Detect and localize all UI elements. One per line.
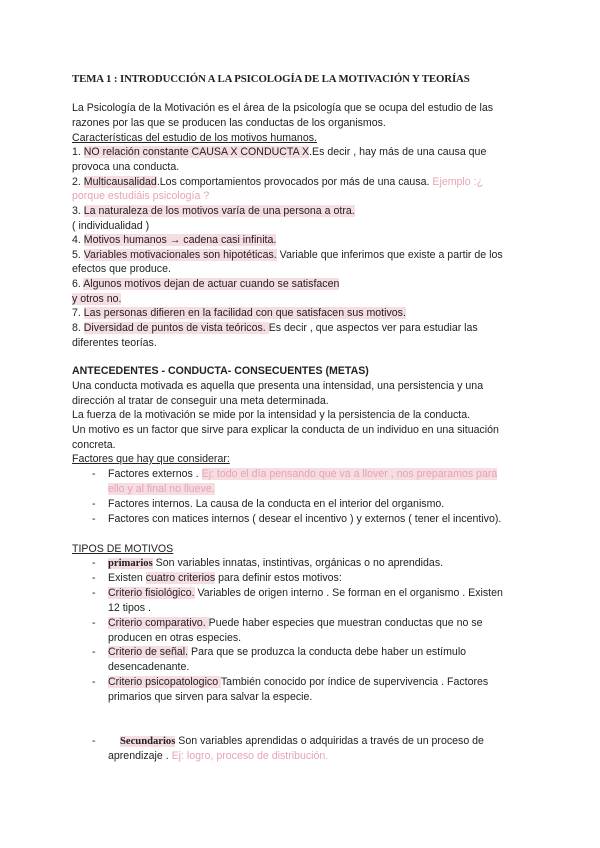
paragraph-line: dirección al tratar de conseguir una meta determinada. (72, 395, 329, 407)
criterio-psicopatologico: Criterio psicopatologico También conocido por índice de supervivencia . Factores (108, 676, 489, 688)
bullet-dash: - (92, 513, 96, 525)
criterio-senal: Criterio de señal. Para que se produzca la conducta debe haber un estímulo (108, 646, 467, 658)
highlight: La naturaleza de los motivos varía de una persona a otra. (83, 205, 355, 217)
characteristic-5: 5. Variables motivacionales son hipotéticas. Variable que inferimos que existe a partir de los (72, 249, 503, 261)
document-title: TEMA 1 : INTRODUCCIÓN A LA PSICOLOGÍA DE LA MOTIVACIÓN Y TEORÍAS (72, 73, 470, 85)
highlight: Diversidad de puntos de vista teóricos. (83, 322, 269, 334)
paragraph-line: La fuerza de la motivación se mide por la intensidad y la persistencia de la conducta. (72, 409, 471, 421)
characteristic-8: 8. Diversidad de puntos de vista teóricos. Es decir , que aspectos ver para estudiar las (72, 322, 478, 334)
characteristic-1: 1. NO relación constante CAUSA X CONDUCTA X.Es decir , hay más de una causa que (72, 146, 487, 158)
example-text: Ej: logro, proceso de distribución. (171, 750, 329, 762)
example-text: porque estudiáis psicología ? (72, 190, 210, 202)
highlight: cuatro criterios (145, 572, 216, 584)
bullet-dash: - (92, 587, 96, 599)
bullet-dash: - (92, 572, 96, 584)
characteristic-6-cont (72, 292, 121, 306)
example-text: ello y al final no llueve. (108, 483, 215, 495)
factor-externo: Factores externos . Ej: todo el día pensando que va a llover , nos preparamos para (108, 468, 498, 480)
criterio-psicopatologico-cont: primarios que sirven para salvar la especie. (108, 691, 313, 703)
paragraph-line: concreta. (72, 439, 116, 451)
highlight: Criterio comparativo. (108, 617, 209, 629)
highlight: Multicausalidad (83, 176, 157, 188)
criterio-comparativo: Criterio comparativo. Puede haber especies que muestran conductas que no se (108, 617, 483, 629)
criterios-line: Existen cuatro criterios para definir estos motivos: (108, 572, 342, 584)
highlight: Las personas difieren en la facilidad con que satisfacen sus motivos. (83, 307, 406, 319)
highlight: Criterio psicopatologico (108, 676, 221, 688)
factor-externo-cont (108, 482, 215, 496)
highlight: Algunos motivos dejan de actuar cuando se satisfacen (83, 278, 340, 290)
criterio-senal-cont: desencadenante. (108, 661, 190, 673)
characteristic-2: 2. Multicausalidad.Los comportamientos provocados por más de una causa. Ejemplo :¿ (72, 176, 484, 188)
highlight: NO relación constante CAUSA X CONDUCTA X (83, 146, 310, 158)
characteristic-7: 7. Las personas difieren en la facilidad con que satisfacen sus motivos. (72, 307, 406, 319)
paragraph-line: Una conducta motivada es aquella que presenta una intensidad, una persistencia y una (72, 380, 484, 392)
motivo-secundario-cont: aprendizaje . Ej: logro, proceso de distribución. (108, 750, 329, 762)
criterio-fisiologico: Criterio fisiológico. Variables de origen interno . Se forman en el organismo . Existen (108, 587, 503, 599)
highlight: Secundarios (120, 736, 176, 747)
motivo-secundario: Secundarios Son variables aprendidas o adquiridas a través de un proceso de (120, 735, 484, 747)
characteristics-heading: Características del estudio de los motivos humanos. (72, 132, 317, 144)
characteristic-3: 3. La naturaleza de los motivos varía de una persona a otra. (72, 205, 355, 217)
factor-matices: Factores con matices internos ( desear el incentivo ) y externos ( tener el incentivo). (108, 513, 502, 525)
tipos-heading: TIPOS DE MOTIVOS (72, 543, 174, 555)
criterio-comparativo-cont: producen en otras especies. (108, 632, 242, 644)
characteristic-3-cont: ( individualidad ) (72, 220, 150, 232)
highlight: primarios (108, 558, 153, 569)
bullet-dash: - (92, 557, 96, 569)
factores-heading: Factores que hay que considerar: (72, 453, 230, 465)
highlight: Variables motivacionales son hipotéticas. (83, 249, 277, 261)
paragraph-line: Un motivo es un factor que sirve para explicar la conducta de un individuo en una situación (72, 424, 499, 436)
bullet-dash: - (92, 676, 96, 688)
bullet-dash: - (92, 617, 96, 629)
characteristic-1-cont: provoca una conducta. (72, 161, 180, 173)
highlight: Criterio fisiológico. (108, 587, 195, 599)
bullet-dash: - (92, 646, 96, 658)
criterio-fisiologico-cont: 12 tipos . (108, 602, 151, 614)
antecedentes-heading: ANTECEDENTES - CONDUCTA- CONSECUENTES (METAS) (72, 365, 369, 377)
characteristic-5-cont: efectos que produce. (72, 263, 171, 275)
bullet-dash: - (92, 468, 96, 480)
intro-line: La Psicología de la Motivación es el área de la psicología que se ocupa del estudio de las (72, 102, 494, 114)
highlight: Motivos humanos → cadena casi infinita. (83, 234, 277, 246)
characteristic-8-cont: diferentes teorías. (72, 337, 157, 349)
example-text: Ejemplo :¿ (432, 176, 484, 188)
highlight: Criterio de señal. (108, 646, 189, 658)
factor-interno: Factores internos. La causa de la conducta en el interior del organismo. (108, 498, 445, 510)
motivo-primario: primarios Son variables innatas, instintivas, orgánicas o no aprendidas. (108, 557, 444, 569)
example-text: Ej: todo el día pensando que va a llover , nos preparamos para (201, 468, 498, 480)
bullet-dash: - (92, 498, 96, 510)
highlight: y otros no. (72, 293, 122, 305)
bullet-dash: - (92, 735, 96, 747)
intro-line: razones por las que se producen las conductas de los organismos. (72, 117, 386, 129)
characteristic-4: 4. Motivos humanos → cadena casi infinita. (72, 234, 277, 246)
characteristic-6: 6. Algunos motivos dejan de actuar cuando se satisfacen (72, 278, 340, 290)
